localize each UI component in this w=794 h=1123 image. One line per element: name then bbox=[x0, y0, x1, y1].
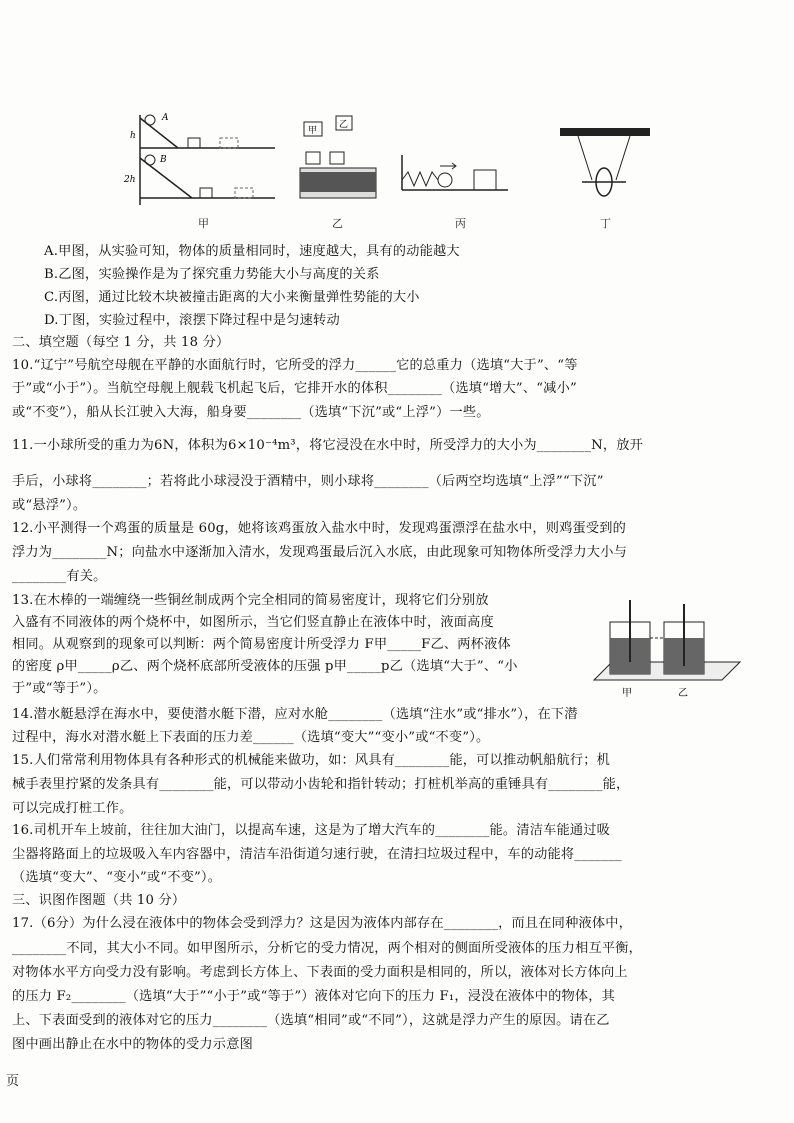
q13-line-5: 于”或“等于”）。 bbox=[12, 681, 107, 696]
q16-line-3: （选填“变大”、“变小”或“不变”）。 bbox=[12, 870, 222, 885]
figure-spring-experiment bbox=[400, 110, 510, 210]
page-footer: 页 bbox=[6, 1074, 20, 1089]
q11-line-1: 11.一小球所受的重力为6N，体积为6×10⁻⁴m³，将它浸没在水中时，所受浮力的大小为________N，放开 bbox=[12, 438, 644, 453]
hydrometer-figure bbox=[592, 600, 742, 700]
q10-line-3: 或“不变”），船从长江驶入大海，船身要________（选填“下沉”或“上浮”）一些。 bbox=[12, 405, 490, 420]
hydrometer-beakers bbox=[592, 600, 742, 700]
mark-a: A bbox=[162, 113, 169, 123]
q13-line-4: 的密度 ρ甲_____ρ乙、两个烧杯底部所受液体的压强 p甲_____p乙（选填“大于”、“小 bbox=[12, 659, 518, 674]
q14-line-2: 过程中，海水对潜水艇上下表面的压力差______（选填“变大”“变小”或“不变”）。 bbox=[12, 730, 490, 745]
figure-sand-experiment bbox=[298, 110, 378, 210]
q12-line-2: 浮力为________N；向盐水中逐渐加入清水，发现鸡蛋最后沉入水底，由此现象可知物体所受浮力大小与 bbox=[12, 545, 627, 560]
mark-h: h bbox=[130, 131, 136, 141]
figure-label-ding: 丁 bbox=[600, 217, 611, 230]
q12-line-1: 12.小平测得一个鸡蛋的质量是 60g，她将该鸡蛋放入盐水中时，发现鸡蛋漂浮在盐水中，则鸡蛋受到的 bbox=[12, 521, 627, 536]
q17-line-1: 17.（6分）为什么浸在液体中的物体会受到浮力？这是因为液体内部存在________，而且在同种液体中， bbox=[12, 916, 633, 931]
q17-line-2: ________不同，其大小不同。如甲图所示，分析它的受力情况，两个相对的侧面所受液体的压力相互平衡， bbox=[12, 941, 643, 956]
figure-pendulum-experiment bbox=[560, 110, 650, 210]
q17-line-5: 上、下表面受到的液体对它的压力________（选填“相同”或“不同”），这就是浮力产生的原因。请在乙 bbox=[12, 1013, 610, 1028]
q14-line-1: 14.潜水艇悬浮在海水中，要使潜水艇下潜，应对水舱________（选填“注水”或“排水”），在下潜 bbox=[12, 707, 578, 722]
q17-line-6: 图中画出静止在水中的物体的受力示意图 bbox=[12, 1037, 253, 1052]
q15-line-2: 械手表里拧紧的发条具有________能，可以带动小齿轮和指针转动；打桩机举高的重锤具有________能， bbox=[12, 777, 630, 792]
q15-line-1: 15.人们常常利用物体具有各种形式的机械能来做功，如：风具有________能，可以推动帆船航行；机 bbox=[12, 753, 611, 768]
block-jia-label: 甲 bbox=[308, 126, 318, 136]
figure-label-yi: 乙 bbox=[332, 217, 343, 230]
block-yi-label: 乙 bbox=[339, 120, 349, 130]
mark-2h: 2h bbox=[124, 175, 136, 185]
option-c: C.丙图，通过比较木块被撞击距离的大小来衡量弹性势能的大小 bbox=[44, 290, 420, 305]
q10-line-2: 于”或“小于”）。当航空母舰上舰载飞机起飞后，它排开水的体积________（选填“增大”、“减小” bbox=[12, 381, 577, 396]
experiment-figures bbox=[120, 110, 680, 235]
q13-line-3: 相同。从观察到的现象可以判断：两个简易密度计所受浮力 F甲_____F乙、两杯液体 bbox=[12, 637, 511, 652]
section-two-title: 二、填空题（每空 1 分，共 18 分） bbox=[12, 335, 230, 350]
q11-line-2: 手后，小球将________；若将此小球浸没于酒精中，则小球将________（后两空均选填“上浮”“下沉” bbox=[12, 474, 604, 489]
q11-line-3: 或“悬浮”）。 bbox=[12, 498, 87, 513]
q17-line-3: 对物体水平方向受力没有影响。考虑到长方体上、下表面的受力面积是相同的，所以，液体对长方体向上 bbox=[12, 965, 628, 980]
option-a: A.甲图，从实验可知，物体的质量相同时，速度越大，具有的动能越大 bbox=[44, 244, 460, 259]
option-d: D.丁图，实验过程中，滚摆下降过程中是匀速转动 bbox=[44, 313, 340, 328]
q10-line-1: 10.“辽宁”号航空母舰在平静的水面航行时，它所受的浮力______它的总重力（选填“大于”、“等 bbox=[12, 358, 578, 373]
q13-line-1: 13.在木棒的一端缠绕一些铜丝制成两个完全相同的简易密度计，现将它们分别放 bbox=[12, 593, 489, 608]
q13-line-2: 入盛有不同液体的两个烧杯中，如图所示，当它们竖直静止在液体中时，液面高度 bbox=[12, 615, 494, 630]
option-b: B.乙图，实验操作是为了探究重力势能大小与高度的关系 bbox=[44, 267, 380, 282]
beaker-label-yi: 乙 bbox=[678, 688, 688, 699]
section-three-title: 三、识图作图题（共 10 分） bbox=[12, 893, 186, 908]
q16-line-2: 尘器将路面上的垃圾吸入车内容器中，清洁车沿街道匀速行驶，在清扫垃圾过程中，车的动能将_______ bbox=[12, 847, 622, 862]
beaker-label-jia: 甲 bbox=[622, 688, 632, 699]
figure-label-jia: 甲 bbox=[198, 217, 209, 230]
q17-line-4: 的压力 F₂________（选填“大于”“小于”或“等于”）液体对它向下的压力 F₁，浸没在液体中的物体，其 bbox=[12, 989, 616, 1004]
figure-label-bing: 丙 bbox=[455, 217, 466, 230]
mark-b: B bbox=[160, 155, 167, 165]
figure-ramp-experiment bbox=[120, 110, 280, 210]
q12-line-3: ________有关。 bbox=[12, 569, 107, 584]
q15-line-3: 可以完成打桩工作。 bbox=[12, 801, 133, 816]
q16-line-1: 16.司机开车上坡前，往往加大油门，以提高车速，这是为了增大汽车的________能。清洁车能通过吸 bbox=[12, 823, 611, 838]
